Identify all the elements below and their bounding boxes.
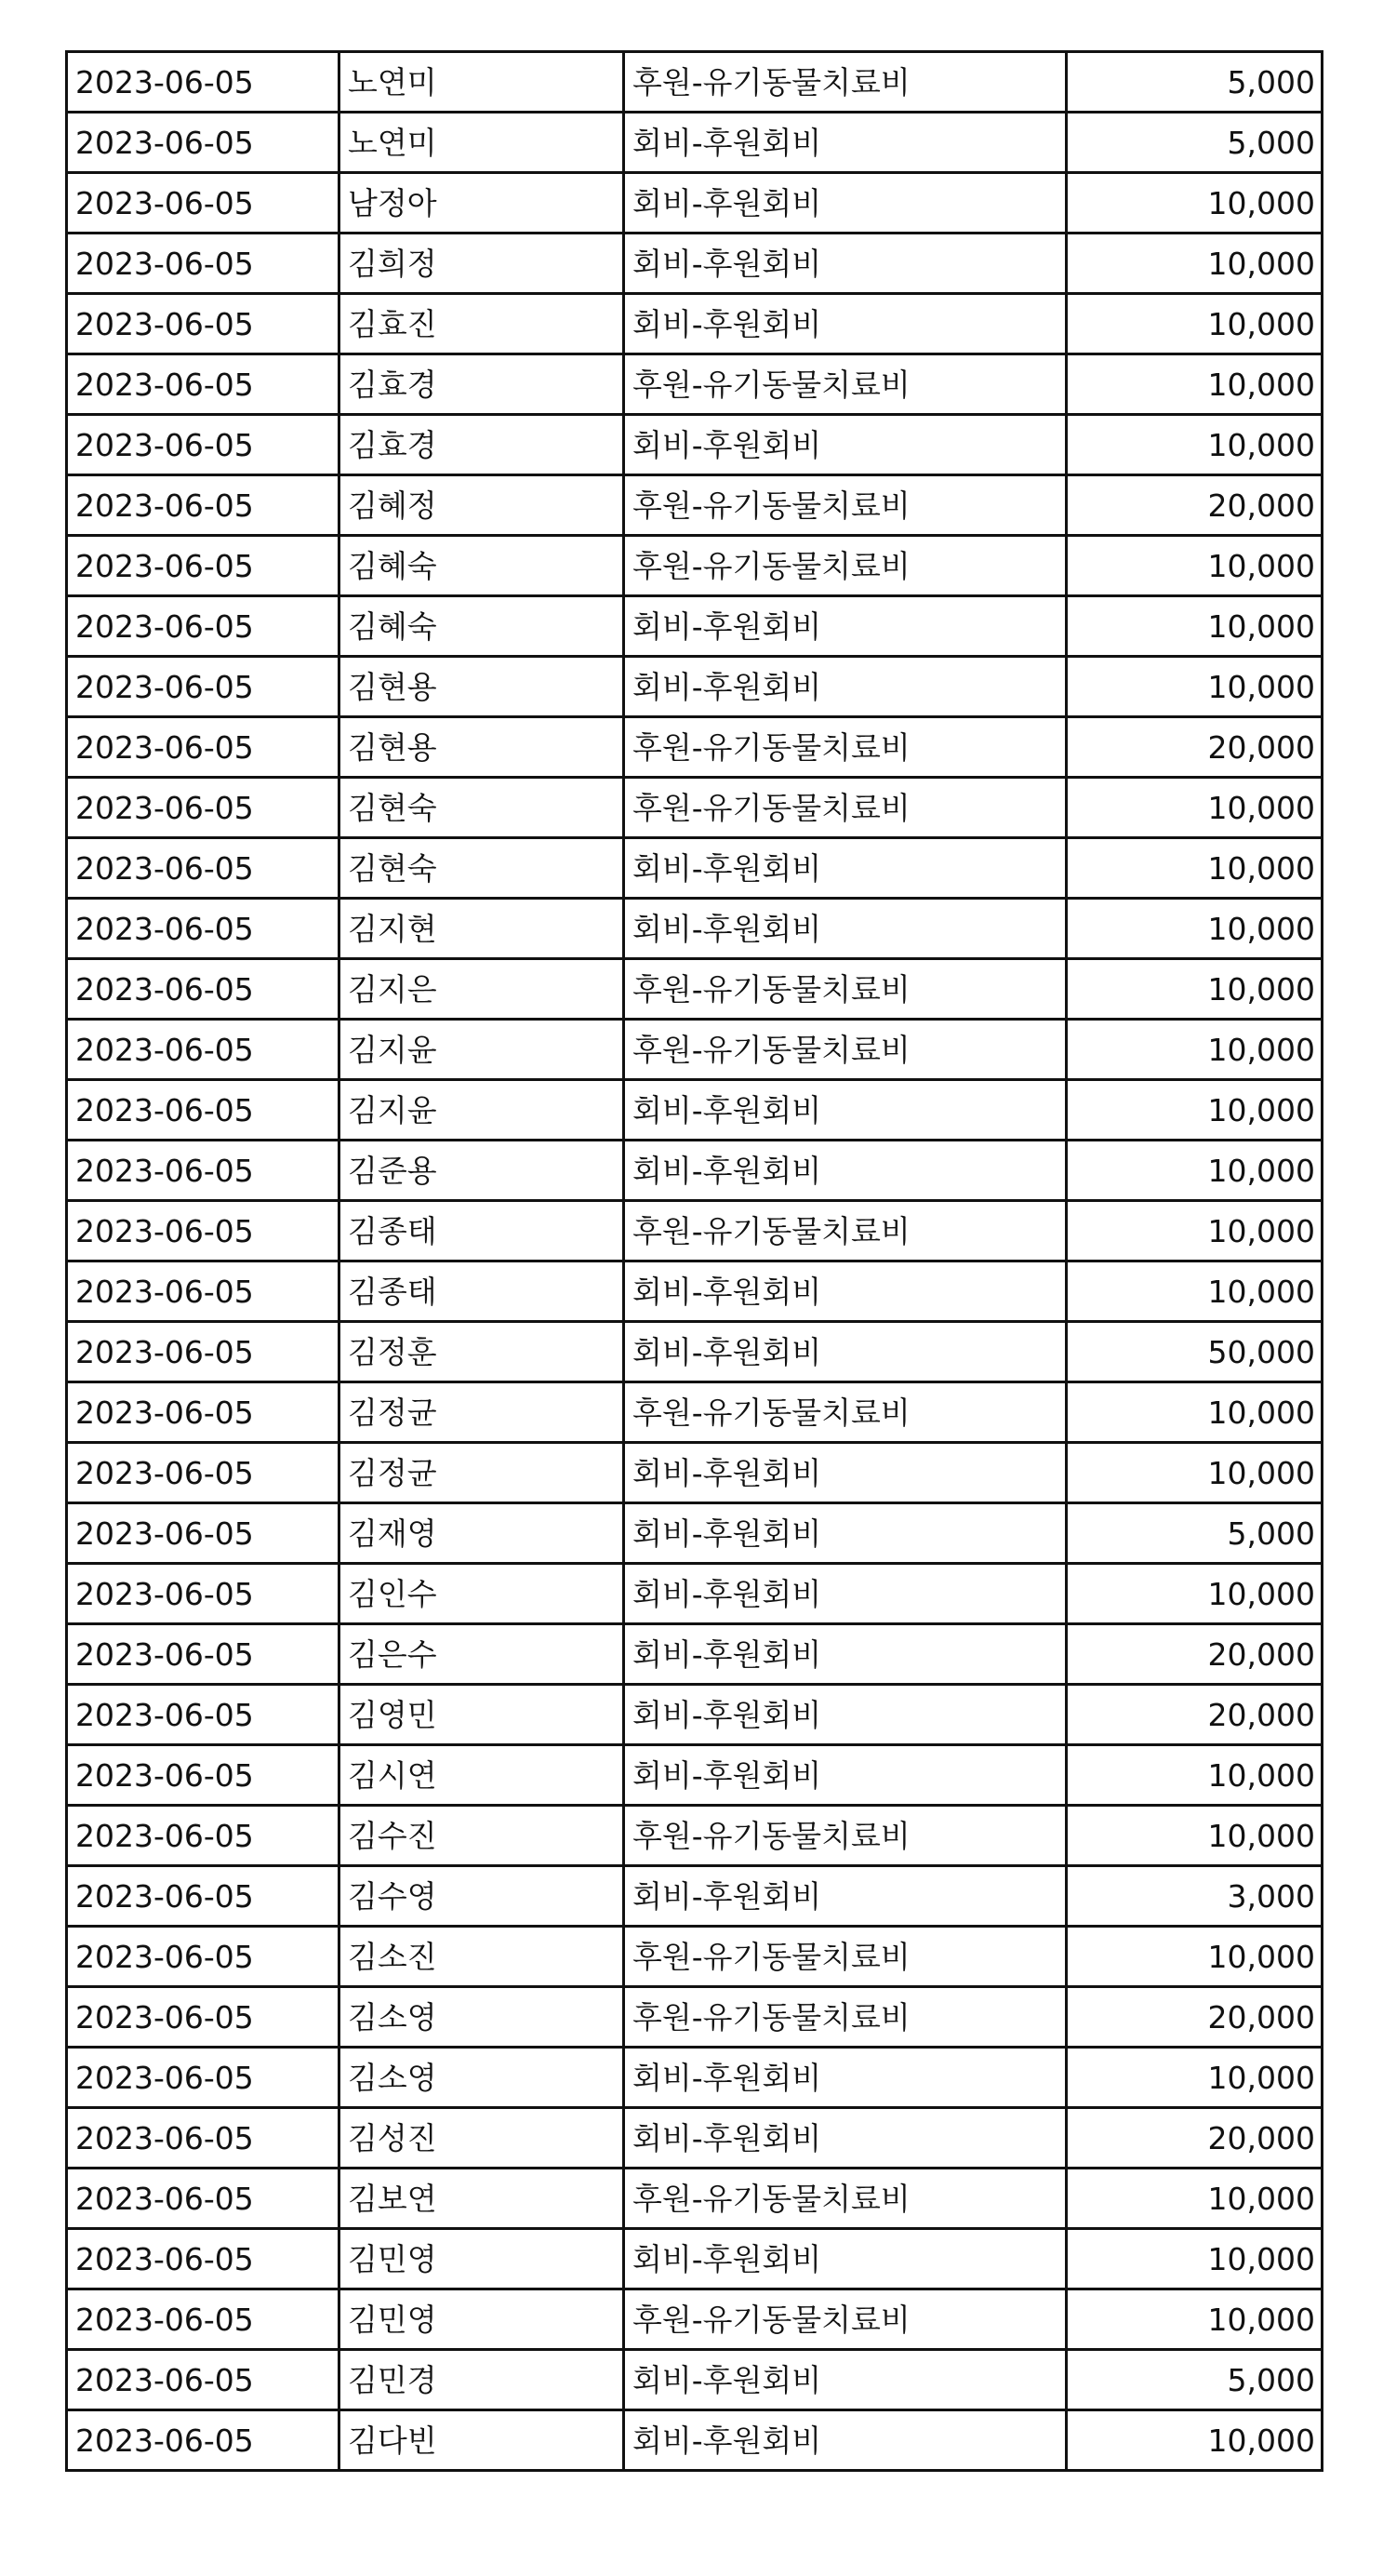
amount-cell: 20,000: [1067, 717, 1323, 778]
amount-cell: 10,000: [1067, 2289, 1323, 2350]
amount-cell: 10,000: [1067, 596, 1323, 657]
amount-cell: 20,000: [1067, 1685, 1323, 1745]
amount-cell: 5,000: [1067, 113, 1323, 173]
date-cell: 2023-06-05: [67, 1866, 339, 1927]
name-cell: 김지은: [339, 959, 624, 1020]
category-cell: 후원-유기동물치료비: [624, 778, 1067, 838]
category-cell: 회비-후원회비: [624, 2048, 1067, 2108]
date-cell: 2023-06-05: [67, 2108, 339, 2169]
date-cell: 2023-06-05: [67, 838, 339, 899]
table-row: [67, 838, 1323, 899]
date-cell: 2023-06-05: [67, 2410, 339, 2471]
name-cell: 김현용: [339, 657, 624, 717]
date-cell: 2023-06-05: [67, 234, 339, 294]
date-cell: 2023-06-05: [67, 1443, 339, 1503]
table-row: [67, 1745, 1323, 1806]
name-cell: 김시연: [339, 1745, 624, 1806]
table-row: [67, 1141, 1323, 1201]
category-cell: 회비-후원회비: [624, 1503, 1067, 1564]
table-row: [67, 1503, 1323, 1564]
name-cell: 김은수: [339, 1624, 624, 1685]
category-cell: 회비-후원회비: [624, 899, 1067, 959]
amount-cell: 10,000: [1067, 2169, 1323, 2229]
category-cell: 후원-유기동물치료비: [624, 1382, 1067, 1443]
date-cell: 2023-06-05: [67, 2169, 339, 2229]
amount-cell: 10,000: [1067, 294, 1323, 354]
category-cell: 회비-후원회비: [624, 1141, 1067, 1201]
table-row: [67, 1443, 1323, 1503]
table-row: [67, 717, 1323, 778]
date-cell: 2023-06-05: [67, 1141, 339, 1201]
date-cell: 2023-06-05: [67, 959, 339, 1020]
date-cell: 2023-06-05: [67, 113, 339, 173]
name-cell: 김혜숙: [339, 596, 624, 657]
amount-cell: 10,000: [1067, 1261, 1323, 1322]
name-cell: 김효경: [339, 354, 624, 415]
date-cell: 2023-06-05: [67, 1685, 339, 1745]
category-cell: 회비-후원회비: [624, 173, 1067, 234]
table-row: [67, 959, 1323, 1020]
date-cell: 2023-06-05: [67, 52, 339, 113]
name-cell: 김인수: [339, 1564, 624, 1624]
category-cell: 후원-유기동물치료비: [624, 1201, 1067, 1261]
category-cell: 회비-후원회비: [624, 2350, 1067, 2410]
date-cell: 2023-06-05: [67, 1745, 339, 1806]
date-cell: 2023-06-05: [67, 1987, 339, 2048]
name-cell: 남정아: [339, 173, 624, 234]
table-row: [67, 354, 1323, 415]
name-cell: 노연미: [339, 113, 624, 173]
name-cell: 김현숙: [339, 838, 624, 899]
table-row: [67, 234, 1323, 294]
amount-cell: 10,000: [1067, 234, 1323, 294]
category-cell: 후원-유기동물치료비: [624, 536, 1067, 596]
name-cell: 김민영: [339, 2289, 624, 2350]
category-cell: 회비-후원회비: [624, 1261, 1067, 1322]
amount-cell: 10,000: [1067, 1080, 1323, 1141]
table-row: [67, 294, 1323, 354]
date-cell: 2023-06-05: [67, 1624, 339, 1685]
table-row: [67, 1564, 1323, 1624]
category-cell: 회비-후원회비: [624, 1564, 1067, 1624]
name-cell: 김준용: [339, 1141, 624, 1201]
amount-cell: 10,000: [1067, 1443, 1323, 1503]
amount-cell: 20,000: [1067, 1624, 1323, 1685]
amount-cell: 10,000: [1067, 657, 1323, 717]
amount-cell: 10,000: [1067, 1927, 1323, 1987]
amount-cell: 5,000: [1067, 2350, 1323, 2410]
amount-cell: 20,000: [1067, 475, 1323, 536]
amount-cell: 5,000: [1067, 1503, 1323, 1564]
category-cell: 회비-후원회비: [624, 596, 1067, 657]
table-row: [67, 2410, 1323, 2471]
table-row: [67, 2289, 1323, 2350]
name-cell: 김희정: [339, 234, 624, 294]
name-cell: 김민경: [339, 2350, 624, 2410]
date-cell: 2023-06-05: [67, 1503, 339, 1564]
category-cell: 회비-후원회비: [624, 2108, 1067, 2169]
date-cell: 2023-06-05: [67, 1564, 339, 1624]
amount-cell: 10,000: [1067, 1141, 1323, 1201]
date-cell: 2023-06-05: [67, 1382, 339, 1443]
date-cell: 2023-06-05: [67, 2048, 339, 2108]
table-row: [67, 596, 1323, 657]
table-row: [67, 2169, 1323, 2229]
table-row: [67, 475, 1323, 536]
table-row: [67, 1261, 1323, 1322]
amount-cell: 10,000: [1067, 2048, 1323, 2108]
table-row: [67, 1080, 1323, 1141]
amount-cell: 10,000: [1067, 1745, 1323, 1806]
table-row: [67, 415, 1323, 475]
date-cell: 2023-06-05: [67, 536, 339, 596]
date-cell: 2023-06-05: [67, 1201, 339, 1261]
amount-cell: 50,000: [1067, 1322, 1323, 1382]
amount-cell: 5,000: [1067, 52, 1323, 113]
table-row: [67, 1382, 1323, 1443]
name-cell: 김효진: [339, 294, 624, 354]
amount-cell: 10,000: [1067, 838, 1323, 899]
category-cell: 후원-유기동물치료비: [624, 2169, 1067, 2229]
table-row: [67, 1806, 1323, 1866]
amount-cell: 10,000: [1067, 536, 1323, 596]
date-cell: 2023-06-05: [67, 778, 339, 838]
table-row: [67, 2048, 1323, 2108]
category-cell: 후원-유기동물치료비: [624, 52, 1067, 113]
table-row: [67, 1322, 1323, 1382]
date-cell: 2023-06-05: [67, 1322, 339, 1382]
date-cell: 2023-06-05: [67, 1020, 339, 1080]
amount-cell: 10,000: [1067, 415, 1323, 475]
name-cell: 김효경: [339, 415, 624, 475]
category-cell: 후원-유기동물치료비: [624, 959, 1067, 1020]
table-row: [67, 657, 1323, 717]
amount-cell: 20,000: [1067, 2108, 1323, 2169]
name-cell: 김보연: [339, 2169, 624, 2229]
table-row: [67, 113, 1323, 173]
name-cell: 김지현: [339, 899, 624, 959]
name-cell: 김소진: [339, 1927, 624, 1987]
name-cell: 김재영: [339, 1503, 624, 1564]
table-row: [67, 52, 1323, 113]
amount-cell: 10,000: [1067, 1382, 1323, 1443]
category-cell: 회비-후원회비: [624, 2229, 1067, 2289]
name-cell: 김정균: [339, 1443, 624, 1503]
category-cell: 회비-후원회비: [624, 1443, 1067, 1503]
table-row: [67, 2108, 1323, 2169]
name-cell: 김수진: [339, 1806, 624, 1866]
amount-cell: 3,000: [1067, 1866, 1323, 1927]
table-row: [67, 778, 1323, 838]
category-cell: 회비-후원회비: [624, 838, 1067, 899]
date-cell: 2023-06-05: [67, 354, 339, 415]
category-cell: 회비-후원회비: [624, 1745, 1067, 1806]
name-cell: 김현용: [339, 717, 624, 778]
amount-cell: 20,000: [1067, 1987, 1323, 2048]
table-row: [67, 2229, 1323, 2289]
name-cell: 김혜숙: [339, 536, 624, 596]
amount-cell: 10,000: [1067, 354, 1323, 415]
date-cell: 2023-06-05: [67, 1927, 339, 1987]
date-cell: 2023-06-05: [67, 475, 339, 536]
table-row: [67, 173, 1323, 234]
amount-cell: 10,000: [1067, 173, 1323, 234]
category-cell: 후원-유기동물치료비: [624, 1806, 1067, 1866]
table-row: [67, 1685, 1323, 1745]
category-cell: 후원-유기동물치료비: [624, 354, 1067, 415]
name-cell: 김다빈: [339, 2410, 624, 2471]
name-cell: 김지윤: [339, 1080, 624, 1141]
table-row: [67, 1987, 1323, 2048]
category-cell: 후원-유기동물치료비: [624, 1927, 1067, 1987]
name-cell: 김정훈: [339, 1322, 624, 1382]
name-cell: 김현숙: [339, 778, 624, 838]
amount-cell: 10,000: [1067, 1564, 1323, 1624]
category-cell: 후원-유기동물치료비: [624, 1020, 1067, 1080]
name-cell: 김소영: [339, 2048, 624, 2108]
amount-cell: 10,000: [1067, 778, 1323, 838]
amount-cell: 10,000: [1067, 2229, 1323, 2289]
date-cell: 2023-06-05: [67, 596, 339, 657]
category-cell: 회비-후원회비: [624, 415, 1067, 475]
amount-cell: 10,000: [1067, 1806, 1323, 1866]
date-cell: 2023-06-05: [67, 899, 339, 959]
name-cell: 노연미: [339, 52, 624, 113]
name-cell: 김종태: [339, 1261, 624, 1322]
category-cell: 회비-후원회비: [624, 113, 1067, 173]
name-cell: 김수영: [339, 1866, 624, 1927]
table-row: [67, 1201, 1323, 1261]
category-cell: 회비-후원회비: [624, 1866, 1067, 1927]
category-cell: 후원-유기동물치료비: [624, 2289, 1067, 2350]
category-cell: 회비-후원회비: [624, 294, 1067, 354]
date-cell: 2023-06-05: [67, 294, 339, 354]
category-cell: 회비-후원회비: [624, 657, 1067, 717]
name-cell: 김성진: [339, 2108, 624, 2169]
date-cell: 2023-06-05: [67, 2350, 339, 2410]
category-cell: 회비-후원회비: [624, 1080, 1067, 1141]
name-cell: 김종태: [339, 1201, 624, 1261]
category-cell: 후원-유기동물치료비: [624, 717, 1067, 778]
date-cell: 2023-06-05: [67, 2289, 339, 2350]
table-row: [67, 2350, 1323, 2410]
ledger-body: [67, 52, 1323, 2471]
date-cell: 2023-06-05: [67, 2229, 339, 2289]
date-cell: 2023-06-05: [67, 1806, 339, 1866]
date-cell: 2023-06-05: [67, 1261, 339, 1322]
date-cell: 2023-06-05: [67, 1080, 339, 1141]
name-cell: 김혜정: [339, 475, 624, 536]
category-cell: 회비-후원회비: [624, 1624, 1067, 1685]
name-cell: 김지윤: [339, 1020, 624, 1080]
table-row: [67, 1866, 1323, 1927]
amount-cell: 10,000: [1067, 1201, 1323, 1261]
date-cell: 2023-06-05: [67, 173, 339, 234]
date-cell: 2023-06-05: [67, 415, 339, 475]
table-row: [67, 536, 1323, 596]
category-cell: 회비-후원회비: [624, 1322, 1067, 1382]
category-cell: 회비-후원회비: [624, 2410, 1067, 2471]
name-cell: 김민영: [339, 2229, 624, 2289]
table-row: [67, 1020, 1323, 1080]
amount-cell: 10,000: [1067, 1020, 1323, 1080]
category-cell: 후원-유기동물치료비: [624, 1987, 1067, 2048]
category-cell: 회비-후원회비: [624, 1685, 1067, 1745]
category-cell: 회비-후원회비: [624, 234, 1067, 294]
name-cell: 김소영: [339, 1987, 624, 2048]
donation-ledger-table: [65, 50, 1323, 2472]
amount-cell: 10,000: [1067, 2410, 1323, 2471]
table-row: [67, 899, 1323, 959]
category-cell: 후원-유기동물치료비: [624, 475, 1067, 536]
date-cell: 2023-06-05: [67, 717, 339, 778]
table-row: [67, 1624, 1323, 1685]
date-cell: 2023-06-05: [67, 657, 339, 717]
name-cell: 김정균: [339, 1382, 624, 1443]
name-cell: 김영민: [339, 1685, 624, 1745]
table-row: [67, 1927, 1323, 1987]
amount-cell: 10,000: [1067, 899, 1323, 959]
amount-cell: 10,000: [1067, 959, 1323, 1020]
